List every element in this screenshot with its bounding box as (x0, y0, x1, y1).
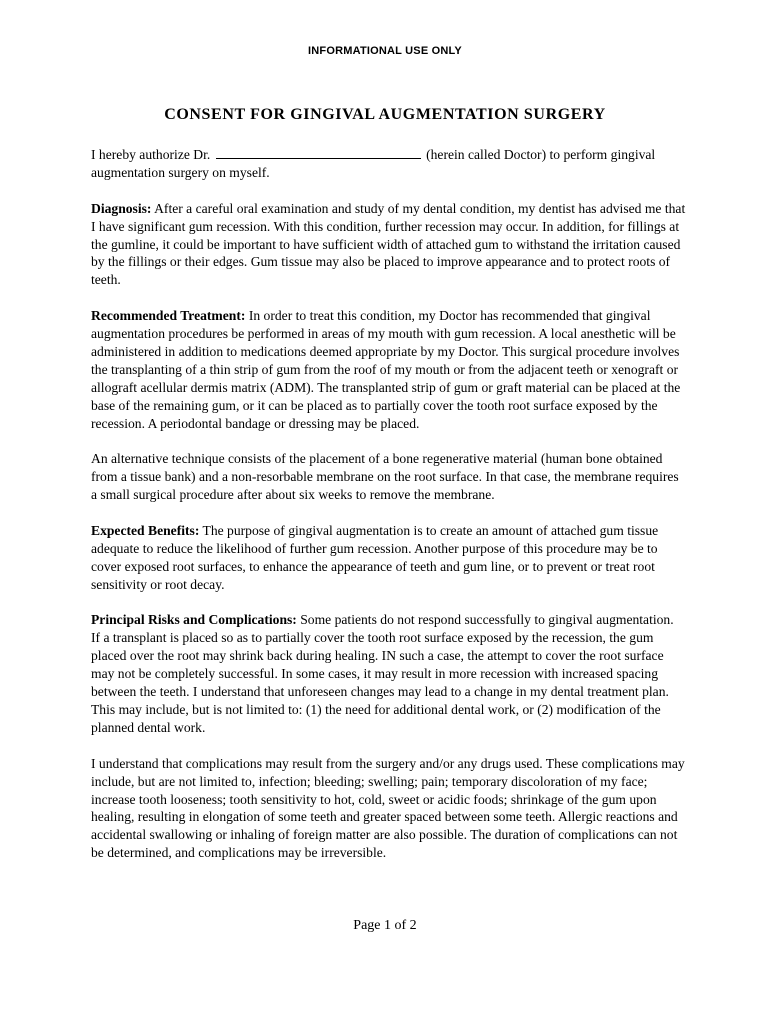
page-number: Page 1 of 2 (353, 918, 417, 933)
expected-benefits-paragraph (91, 522, 686, 594)
authorization-text-end: (herein called Doctor) to perform gingival augmentation surgery on myself. (91, 147, 656, 180)
expected-benefits-text: The purpose of gingival augmentation is to create an amount of attached gum tissue adequate to reduce the likelihood of further gum recession. Another purpose of this procedure may be to cover exposed root surfaces, to enhance the appearance of teeth and gum line, or to prevent or treat root sensitivity or root decay. (91, 522, 659, 592)
informational-notice: INFORMATIONAL USE ONLY (308, 45, 462, 57)
expected-benefits-label: Expected Benefits: (91, 522, 200, 538)
risks-paragraph (91, 611, 686, 736)
recommended-treatment-label: Recommended Treatment: (91, 308, 246, 324)
recommended-treatment-paragraph (91, 307, 686, 432)
diagnosis-label: Diagnosis: (91, 200, 152, 216)
diagnosis-text: After a careful oral examination and study of my dental condition, my dentist has advised me that I have significant gum recession. With this condition, further recession may occur. In addition, for fillings at the gumline, it could be important to have sufficient width of attached gum to withstand the irritation caused by the fillings or their edges. Gum tissue may also be placed to improve appearance and to protect roots of teeth. (91, 200, 686, 288)
complications-paragraph: I understand that complications may result from the surgery and/or any drugs used. These complications may include, but are not limited to, infection; bleeding; swelling; pain; temporary discoloration of my face; increase tooth looseness; tooth sensitivity to hot, cold, sweet or acidic foods; shrinkage of the gum upon healing, resulting in elongation of some teeth and greater spaced between some teeth. Allergic reactions and accidental swallowing or inhaling of foreign matter are also possible. The duration of complications can not be determined, and complications may be irreversible. (91, 755, 685, 861)
risks-text: Some patients do not respond successfully to gingival augmentation. If a transplant is placed so as to partially cover the tooth root surface exposed by the recession, the gum placed over the root may shrink back during healing. IN such a case, the attempt to cover the root surface may not be completely successful. In some cases, it may result in more recession with increased spacing between the teeth. I understand that unforeseen changes may lead to a change in my dental treatment plan. This may include, but is not limited to: (1) the need for additional dental work, or (2) modification of the planned dental work. (91, 612, 674, 735)
document-title: CONSENT FOR GINGIVAL AUGMENTATION SURGERY (164, 106, 606, 123)
alternative-technique-paragraph: An alternative technique consists of the placement of a bone regenerative material (human bone obtained from a tissue bank) and a non-resorbable membrane on the root surface. In that case, the membrane requires a small surgical procedure after about six weeks to remove the membrane. (91, 451, 679, 503)
document-body (91, 146, 686, 880)
recommended-treatment-text: In order to treat this condition, my Doctor has recommended that gingival augmentation procedures be performed in areas of my mouth with gum recession. A local anesthetic will be administered in addition to medications deemed appropriate by my Doctor. This surgical procedure involves the transplanting of a thin strip of gum from the roof of my mouth or from the adjacent teeth or xenograft or allograft acellular dermis matrix (ADM). The transplanted strip of gum or graft material can be placed at the base of the remaining gum, or it can be placed as to partially cover the tooth root surface exposed by the recession. A periodontal bandage or dressing may be placed. (91, 308, 681, 431)
authorization-paragraph (91, 146, 686, 182)
risks-label: Principal Risks and Complications: (91, 612, 297, 628)
doctor-name-blank (216, 146, 421, 159)
authorization-text-start: I hereby authorize Dr. (91, 147, 211, 162)
diagnosis-paragraph (91, 200, 686, 290)
